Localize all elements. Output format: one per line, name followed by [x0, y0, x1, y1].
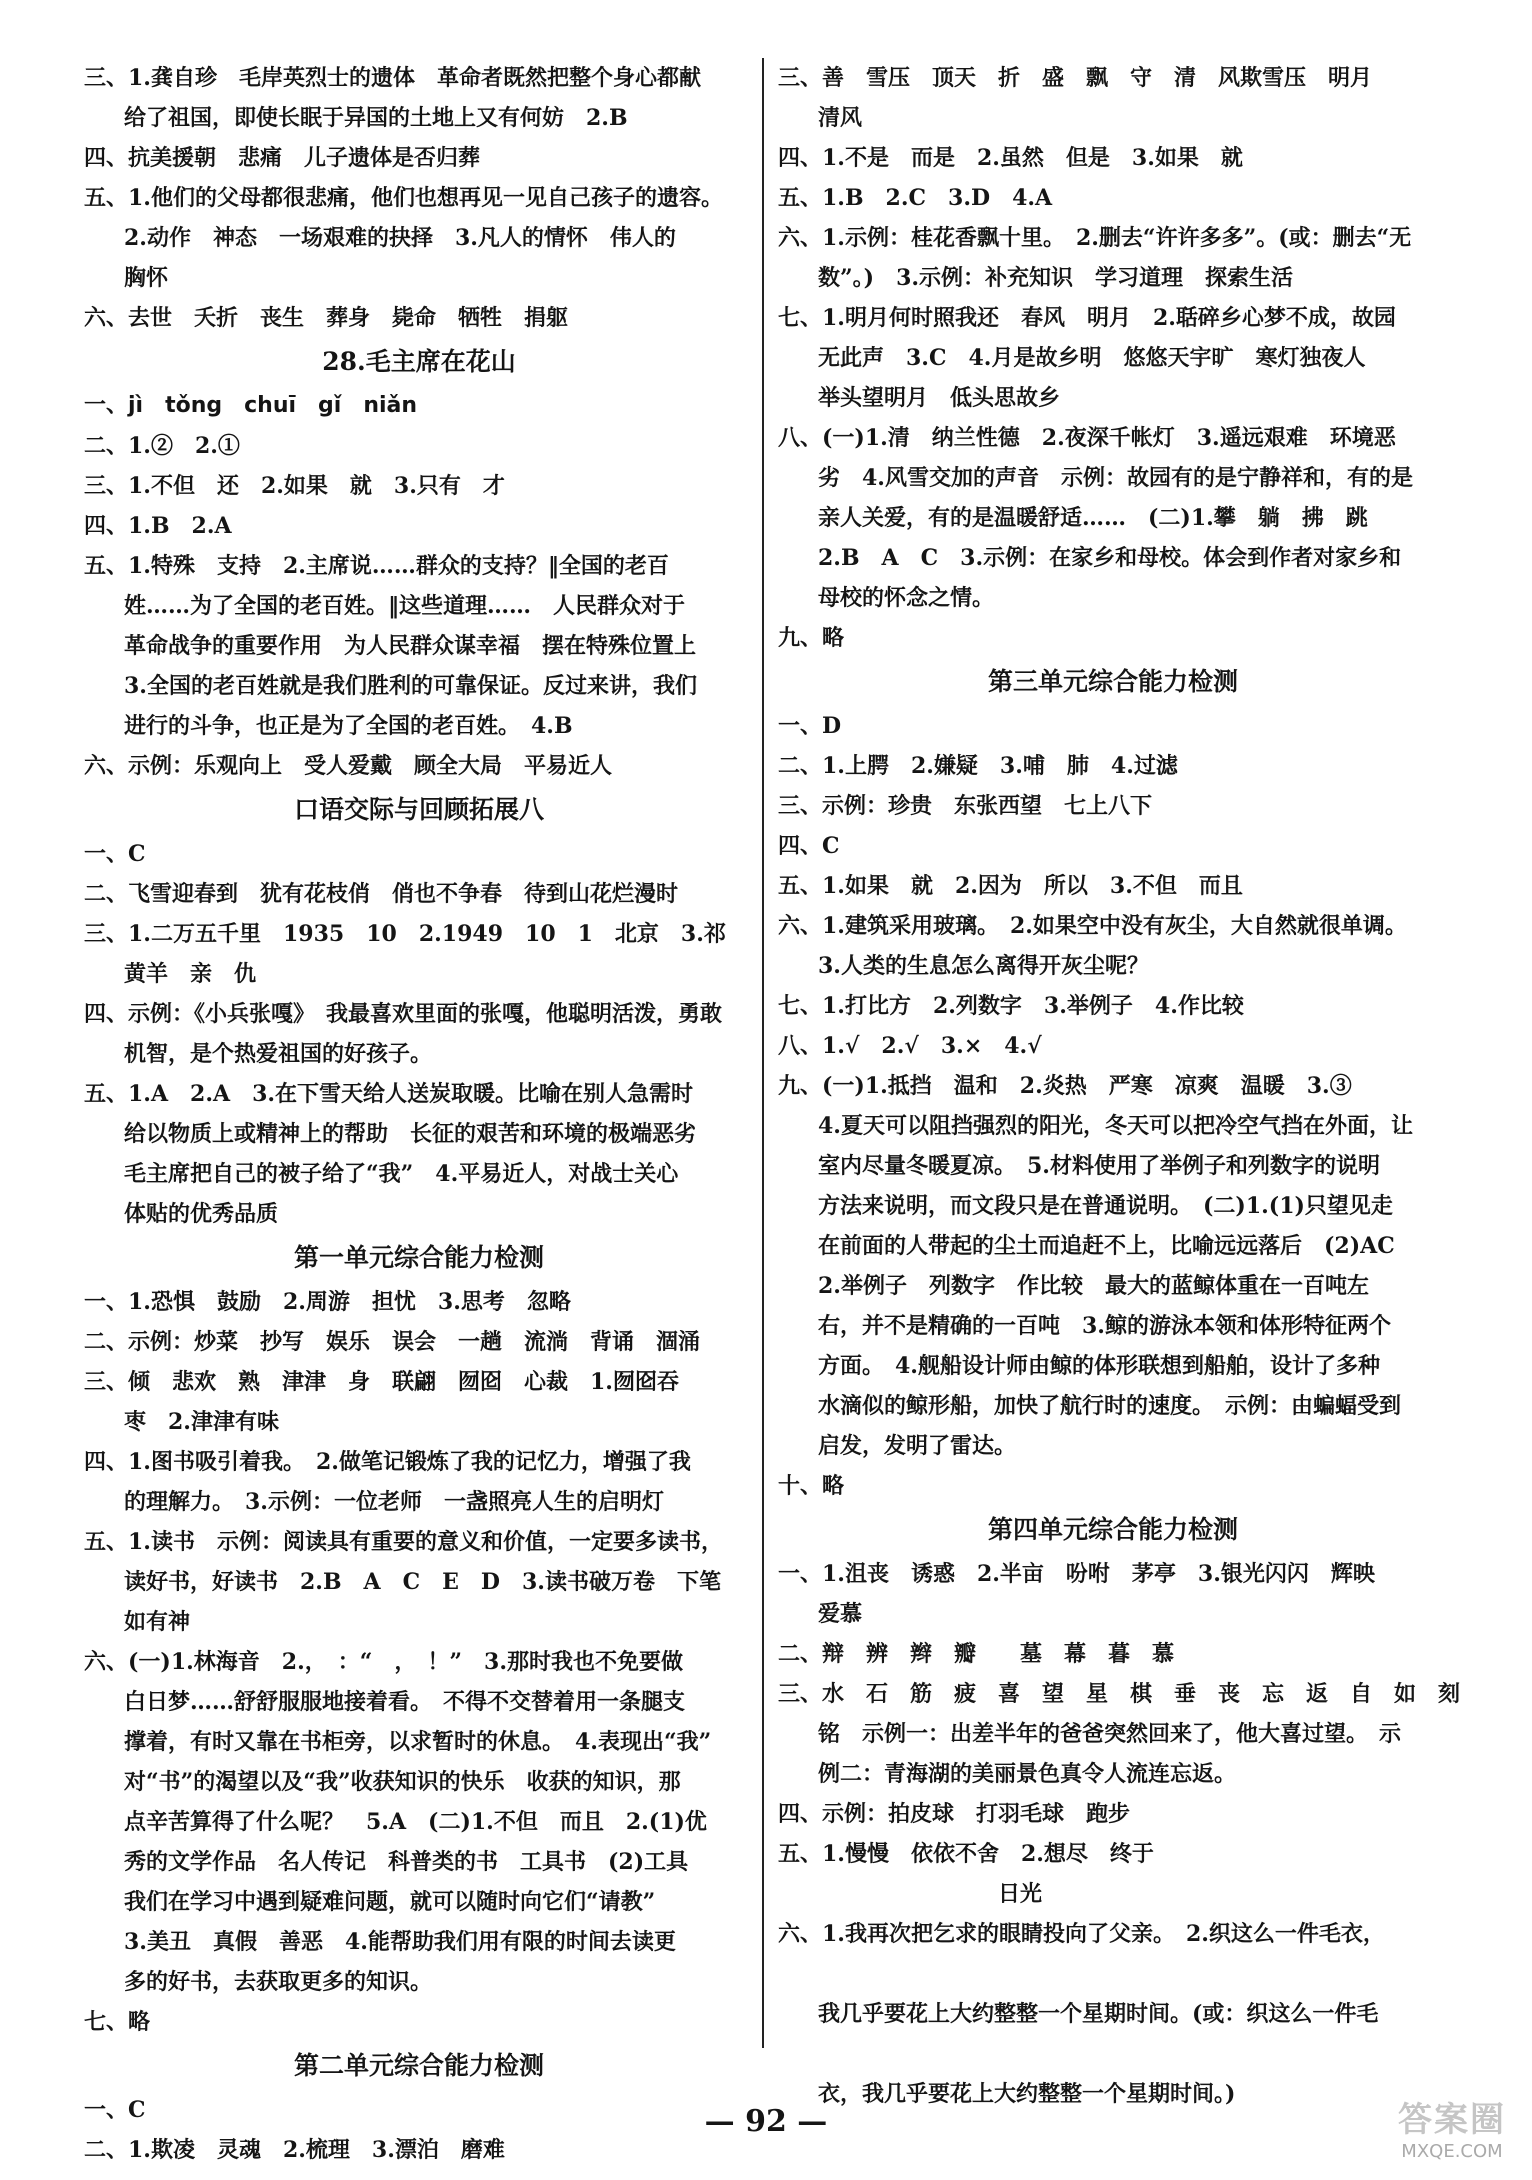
answer-line: 三、1.不但 还 2.如果 就 3.只有 才: [84, 473, 505, 499]
answer-line: [778, 1954, 1448, 1994]
answer-line: 数”。) 3.示例：补充知识 学习道理 探索生活: [818, 265, 1294, 291]
answer-line: 亲人关爱，有的是温暖舒适…… (二)1.攀 躺 拂 跳: [818, 505, 1368, 531]
answer-line: 五、1.特殊 支持 2.主席说……群众的支持？‖全国的老百: [84, 553, 669, 579]
answer-line: 给以物质上或精神上的帮助 长征的艰苦和环境的极端恶劣: [124, 1121, 697, 1147]
section-heading: 口语交际与回顾拓展八: [293, 795, 544, 824]
answer-line: 启发，发明了雷达。: [818, 1433, 1017, 1459]
answer-line: 一、1.恐惧 鼓励 2.周游 担忧 3.思考 忽略: [84, 1289, 571, 1315]
answer-line: 日光: [778, 1881, 1043, 1907]
answer-line: 一、jì tǒng chuī gǐ niǎn: [84, 393, 418, 418]
answer-line: 九、(一)1.抵挡 温和 2.炎热 严寒 凉爽 温暖 3.③: [778, 1073, 1352, 1099]
answer-line: 二、1.上腭 2.嫌疑 3.哺 肺 4.过滤: [778, 753, 1178, 779]
answer-line: 铭 示例一：出差半年的爸爸突然回来了，他大喜过望。 示: [818, 1721, 1402, 1747]
answer-line: 多的好书，去获取更多的知识。: [124, 1969, 433, 1995]
answer-line: 七、1.打比方 2.列数字 3.举例子 4.作比较: [778, 993, 1244, 1019]
answer-line: 九、略: [778, 625, 845, 651]
answer-line: 五、1.他们的父母都很悲痛，他们也想再见一见自己孩子的遗容。: [84, 185, 723, 211]
answer-line: 方面。 4.舰船设计师由鲸的体形联想到船舶，设计了多种: [818, 1353, 1380, 1379]
answer-line: 我几乎要花上大约整整一个星期时间。(或：织这么一件毛: [818, 2001, 1379, 2027]
answer-line: 如有神: [124, 1609, 191, 1635]
answer-line: 四、抗美援朝 悲痛 儿子遗体是否归葬: [84, 145, 481, 171]
answer-line: 二、1.② 2.①: [84, 433, 240, 459]
answer-line: 二、1.欺凌 灵魂 2.梳理 3.漂泊 磨难: [84, 2137, 505, 2163]
answer-line: 六、示例：乐观向上 受人爱戴 顾全大局 平易近人: [84, 753, 613, 779]
answer-line: 四、1.图书吸引着我。 2.做笔记锻炼了我的记忆力，增强了我: [84, 1449, 691, 1475]
answer-line: 六、(一)1.林海音 2.， ：“ ， ！” 3.那时我也不免要做: [84, 1649, 684, 1675]
answer-line: 五、1.慢慢 依依不舍 2.想尽 终于: [778, 1841, 1154, 1867]
answer-line: 十、略: [778, 1473, 845, 1499]
answer-line: 室内尽量冬暖夏凉。 5.材料使用了举例子和列数字的说明: [818, 1153, 1380, 1179]
answer-line: 六、1.建筑采用玻璃。 2.如果空中没有灰尘，大自然就很单调。: [778, 913, 1407, 939]
answer-line: 4.夏天可以阻挡强烈的阳光，冬天可以把冷空气挡在外面，让: [818, 1113, 1413, 1139]
answer-line: 清风: [818, 105, 863, 131]
answer-line: 三、水 石 筋 疲 喜 望 星 棋 垂 丧 忘 返 自 如 刻: [778, 1681, 1461, 1707]
answer-line: 三、善 雪压 顶天 折 盛 飘 守 清 风欺雪压 明月: [778, 65, 1373, 91]
watermark-url: MXQE.COM: [1401, 2141, 1503, 2162]
section-heading: 第三单元综合能力检测: [987, 667, 1238, 696]
answer-line: 劣 4.风雪交加的声音 示例：故园有的是宁静祥和，有的是: [818, 465, 1413, 491]
answer-line: 三、1.龚自珍 毛岸英烈士的遗体 革命者既然把整个身心都献: [84, 65, 701, 91]
answer-line: 爱慕: [818, 1601, 863, 1627]
answer-line: 五、1.如果 就 2.因为 所以 3.不但 而且: [778, 873, 1243, 899]
answer-line: 二、示例：炒菜 抄写 娱乐 误会 一趟 流淌 背诵 涸涌: [84, 1329, 701, 1355]
answer-line: 姓……为了全国的老百姓。‖这些道理…… 人民群众对于: [124, 593, 686, 619]
answer-line: 四、示例：拍皮球 打羽毛球 跑步: [778, 1801, 1131, 1827]
answer-line: 的理解力。 3.示例：一位老师 一盏照亮人生的启明灯: [124, 1489, 664, 1515]
answer-line: 三、1.二万五千里 1935 10 2.1949 10 1 北京 3.祁: [84, 921, 726, 947]
answer-line: 枣 2.津津有味: [124, 1409, 279, 1435]
answer-line: 七、略: [84, 2009, 151, 2035]
answer-line: 黄羊 亲 仇: [124, 961, 257, 987]
answer-line: 一、1.沮丧 诱惑 2.半亩 吩咐 茅亭 3.银光闪闪 辉映: [778, 1561, 1375, 1587]
answer-line: 八、1.√ 2.√ 3.× 4.√: [778, 1033, 1042, 1059]
answer-line: 五、1.A 2.A 3.在下雪天给人送炭取暖。比喻在别人急需时: [84, 1081, 694, 1107]
section-heading: 第二单元综合能力检测: [293, 2051, 544, 2080]
answer-line: 2.动作 神态 一场艰难的抉择 3.凡人的情怀 伟人的: [124, 225, 676, 251]
answer-line: 撑着，有时又靠在书柜旁，以求暂时的休息。 4.表现出“我”: [124, 1729, 712, 1755]
left-column: [84, 58, 754, 2170]
answer-line: 六、去世 夭折 丧生 葬身 毙命 牺牲 捐躯: [84, 305, 569, 331]
answer-line: 四、1.不是 而是 2.虽然 但是 3.如果 就: [778, 145, 1243, 171]
answer-line: 3.全国的老百姓就是我们胜利的可靠保证。反过来讲，我们: [124, 673, 697, 699]
answer-line: 二、飞雪迎春到 犹有花枝俏 俏也不争春 待到山花烂漫时: [84, 881, 679, 907]
section-heading: 第一单元综合能力检测: [293, 1243, 544, 1272]
answer-line: 秀的文学作品 名人传记 科普类的书 工具书 (2)工具: [124, 1849, 689, 1875]
answer-line: 五、1.B 2.C 3.D 4.A: [778, 185, 1053, 211]
answer-line: 一、C: [84, 841, 146, 867]
answer-line: 四、示例：《小兵张嘎》 我最喜欢里面的张嘎，他聪明活泼，勇敢: [84, 1001, 723, 1027]
answer-line: 方法来说明，而文段只是在普通说明。 (二)1.(1)只望见走: [818, 1193, 1393, 1219]
answer-line: 革命战争的重要作用 为人民群众谋幸福 摆在特殊位置上: [124, 633, 697, 659]
answer-line: 我们在学习中遇到疑难问题，就可以随时向它们“请教”: [124, 1889, 656, 1915]
answer-line: 三、示例：珍贵 东张西望 七上八下: [778, 793, 1153, 819]
answer-line: 右，并不是精确的一百吨 3.鲸的游泳本领和体形特征两个: [818, 1313, 1391, 1339]
answer-line: 读好书，好读书 2.B A C E D 3.读书破万卷 下笔: [124, 1569, 721, 1595]
answer-line: 水滴似的鲸形船，加快了航行时的速度。 示例：由蝙蝠受到: [818, 1393, 1402, 1419]
answer-line: 举头望明月 低头思故乡: [818, 385, 1061, 411]
answer-line: 毛主席把自己的被子给了“我” 4.平易近人，对战士关心: [124, 1161, 679, 1187]
answer-line: 七、1.明月何时照我还 春风 明月 2.聒碎乡心梦不成，故园: [778, 305, 1396, 331]
answer-line: 衣，我几乎要花上大约整整一个星期时间。): [818, 2081, 1236, 2107]
answer-line: 母校的怀念之情。: [818, 585, 995, 611]
right-column: [778, 58, 1461, 2114]
answer-line: 机智，是个热爱祖国的好孩子。: [124, 1041, 433, 1067]
answer-line: 在前面的人带起的尘土而追赶不上，比喻远远落后 (2)AC: [818, 1233, 1395, 1259]
page-number: — 92 —: [704, 2104, 828, 2139]
answer-line: 对“书”的渴望以及“我”收获知识的快乐 收获的知识，那: [124, 1769, 681, 1795]
answer-line: 四、C: [778, 833, 840, 859]
section-heading: 第四单元综合能力检测: [987, 1515, 1238, 1544]
answer-line: 例二：青海湖的美丽景色真令人流连忘返。: [818, 1761, 1237, 1787]
answer-line: 2.B A C 3.示例：在家乡和母校。体会到作者对家乡和: [818, 545, 1402, 571]
column-divider: [762, 58, 764, 2048]
answer-line: 3.美丑 真假 善恶 4.能帮助我们用有限的时间去读更: [124, 1929, 676, 1955]
answer-line: 2.举例子 列数字 作比较 最大的蓝鲸体重在一百吨左: [818, 1273, 1369, 1299]
answer-line: 胸怀: [124, 265, 169, 291]
answer-line: 体贴的优秀品质: [124, 1201, 279, 1227]
answer-line: 二、辩 辨 辫 瓣 墓 幕 暮 慕: [778, 1641, 1175, 1667]
answer-line: 四、1.B 2.A: [84, 513, 232, 539]
answer-line: 给了祖国，即使长眠于异国的土地上又有何妨 2.B: [124, 105, 628, 131]
answer-line: 点辛苦算得了什么呢？ 5.A (二)1.不但 而且 2.(1)优: [124, 1809, 707, 1835]
answer-line: 六、1.我再次把乞求的眼睛投向了父亲。 2.织这么一件毛衣，: [778, 1921, 1385, 1947]
answer-line: 三、倾 悲欢 熟 津津 身 联翩 囫囵 心裁 1.囫囵吞: [84, 1369, 679, 1395]
watermark-logo: 答案圈: [1398, 2100, 1506, 2140]
answer-line: 一、C: [84, 2097, 146, 2123]
answer-line: 一、D: [778, 713, 842, 739]
answer-line: 3.人类的生息怎么离得开灰尘呢？: [818, 953, 1149, 979]
answer-line: 无此声 3.C 4.月是故乡明 悠悠天宇旷 寒灯独夜人: [818, 345, 1366, 371]
answer-line: 白日梦……舒舒服服地接着看。 不得不交替着用一条腿支: [124, 1689, 686, 1715]
answer-line: 八、(一)1.清 纳兰性德 2.夜深千帐灯 3.遥远艰难 环境恶: [778, 425, 1396, 451]
answer-line: 五、1.读书 示例：阅读具有重要的意义和价值，一定要多读书，: [84, 1529, 723, 1555]
site-watermark: [1398, 2092, 1506, 2162]
section-heading: 28.毛主席在花山: [322, 347, 516, 376]
answer-line: 进行的斗争，也正是为了全国的老百姓。 4.B: [124, 713, 573, 739]
answer-line: [778, 2034, 1448, 2074]
answer-line: 六、1.示例：桂花香飘十里。 2.删去“许许多多”。(或：删去“无: [778, 225, 1412, 251]
